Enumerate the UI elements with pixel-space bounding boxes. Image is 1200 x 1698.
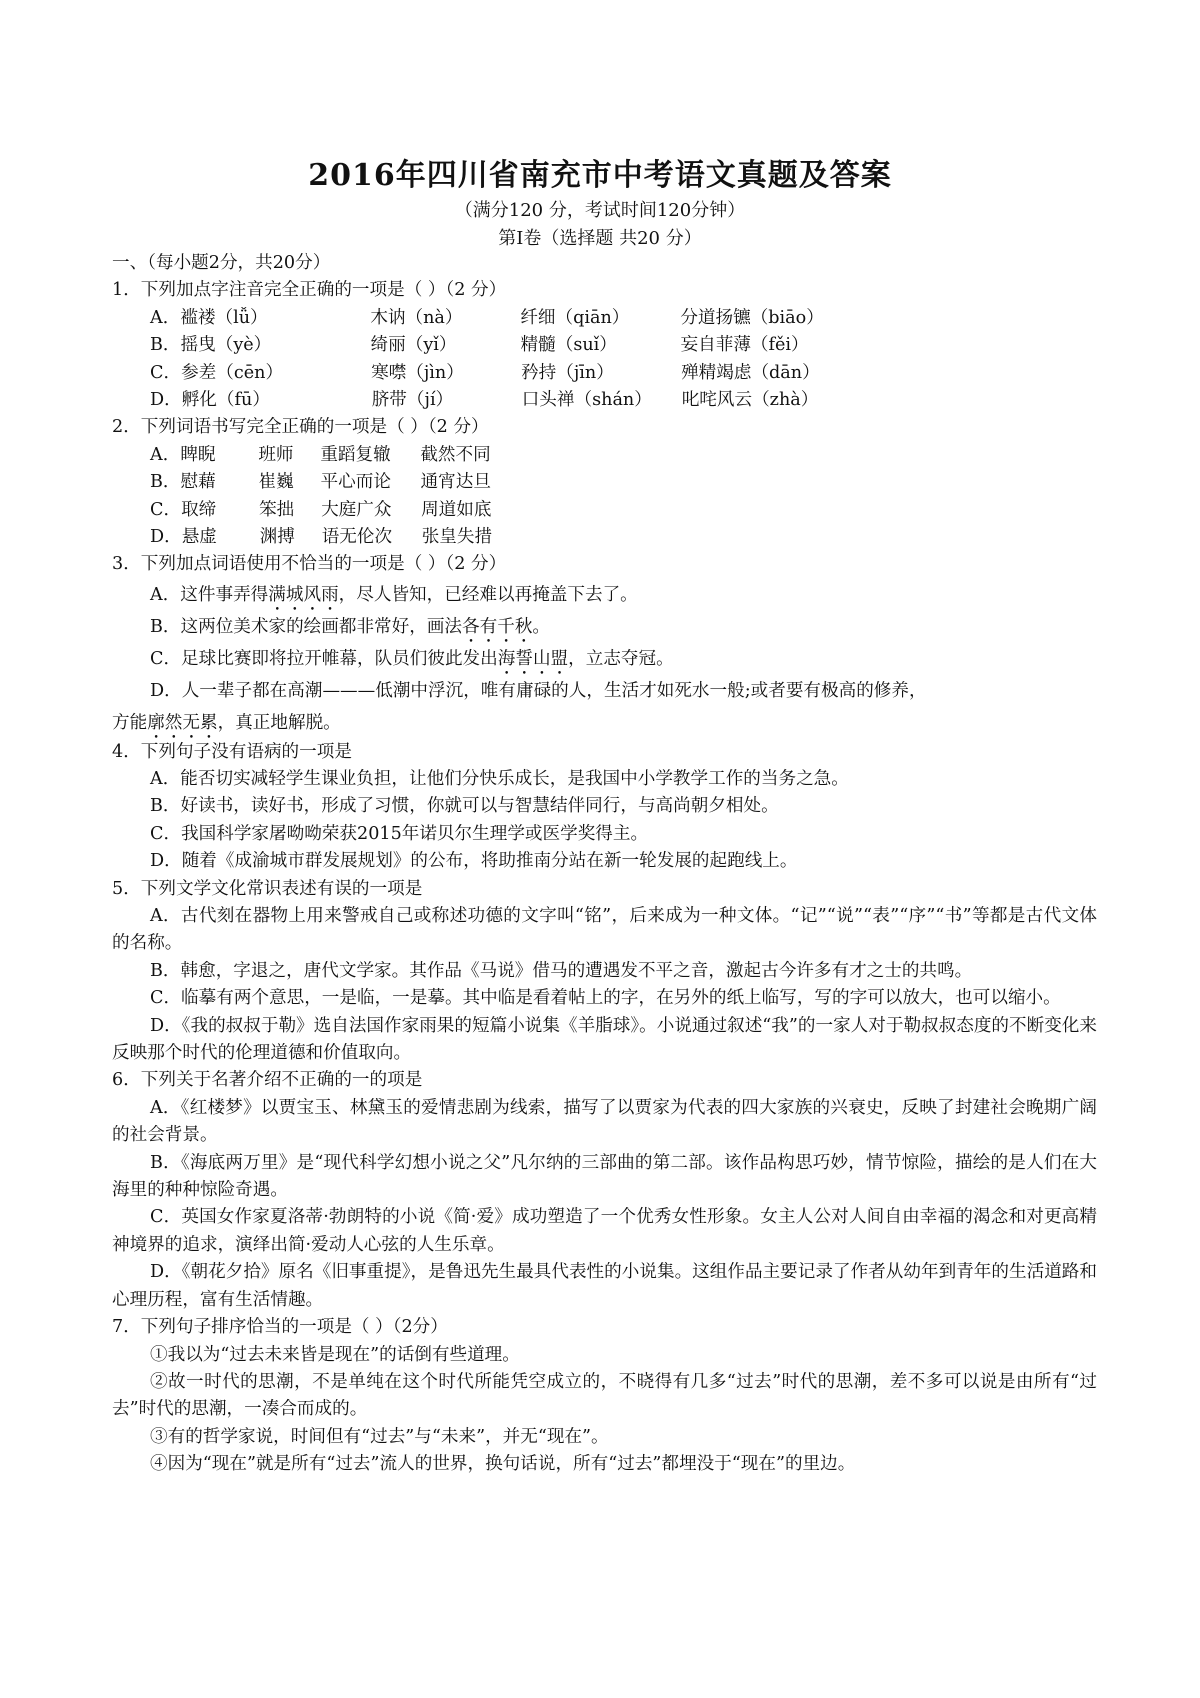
option-item: 精髓（suǐ）	[520, 335, 617, 356]
question-5-stem: 5．下列文学文化常识表述有误的一项是	[112, 878, 423, 899]
question-4-option-b: B．好读书，读好书，形成了习惯，你就可以与智慧结伴同行，与高尚朝夕相处。	[150, 796, 779, 817]
dotted-term: 各有千秋	[462, 616, 533, 637]
option-text: C．足球比赛即将拉开帷幕，队员们彼此发出	[150, 648, 498, 669]
exam-body	[112, 250, 1097, 1479]
option-item: 笨拙	[259, 499, 295, 520]
option-item: 睥睨	[180, 444, 216, 465]
option-item: 重蹈复辙	[320, 444, 391, 465]
volume-heading: 第Ⅰ卷（选择题 共20 分）	[498, 228, 702, 249]
question-1-option-d	[112, 387, 1097, 414]
option-item: 张皇失措	[421, 526, 493, 547]
option-item: 寒噤（jìn）	[371, 362, 464, 383]
option-item: 摇曳（yè）	[180, 335, 272, 356]
question-7-sentence-1: ①我以为“过去未来皆是现在”的话倒有些道理。	[150, 1344, 520, 1365]
option-item: 矜持（jīn）	[521, 362, 614, 383]
option-item: 语无伦次	[321, 526, 393, 547]
option-text: 。	[532, 616, 551, 637]
question-5-option-b: B．韩愈，字退之，唐代文学家。其作品《马说》借马的遭遇发不平之音，激起古今许多有才之士的共鸣。	[150, 960, 973, 981]
question-2-option-b	[112, 469, 1097, 496]
question-6-option-c: C．英国女作家夏洛蒂·勃朗特的小说《简·爱》成功塑造了一个优秀女性形象。女主人公对人间自由幸福的渴念和对更高精神境界的追求，演绎出简·爱动人心弦的人生乐章。	[112, 1207, 1097, 1255]
option-text: B．这两位美术家的绘画都非常好，画法	[150, 616, 463, 637]
option-item: 平心而论	[320, 472, 391, 493]
question-7-sentence-2: ②故一时代的思潮，不是单纯在这个时代所能凭空成立的，不晓得有几多“过去”时代的思潮，差不多可以说是由所有“过去”时代的思潮，一凑合而成的。	[112, 1371, 1097, 1420]
dotted-term: 满城风雨	[268, 584, 339, 605]
question-6-option-d: D．《朝花夕拾》原名《旧事重提》，是鲁迅先生最具代表性的小说集。这组作品主要记录了作者从幼年到青年的生活道路和心理历程，富有生活情趣。	[112, 1262, 1097, 1310]
question-1-stem: 1．下列加点字注音完全正确的一项是（ ）（2 分）	[112, 280, 507, 301]
option-item: 绮丽（yǐ）	[370, 335, 457, 356]
option-label: B．	[150, 472, 181, 493]
question-3-option-a	[112, 579, 1097, 611]
document-title: 2016年四川省南充市中考语文真题及答案	[308, 158, 892, 193]
question-3-option-b	[112, 611, 1097, 643]
option-label: D．	[150, 526, 182, 547]
option-item: 通宵达旦	[420, 472, 491, 493]
question-1-option-a	[112, 305, 1097, 332]
option-item: 脐带（jí）	[371, 389, 454, 410]
option-label: A．	[150, 444, 181, 465]
question-4-option-d: D．随着《成渝城市群发展规划》的公布，将助推南分站在新一轮发展的起跑线上。	[150, 851, 798, 872]
option-item: 妄自菲薄（fěi）	[680, 335, 809, 356]
option-label: A．	[150, 307, 181, 328]
question-6-stem: 6．下列关于名著介绍不正确的一的项是	[112, 1070, 423, 1091]
option-label: D．	[150, 389, 182, 410]
question-2-option-d	[112, 524, 1097, 551]
option-text: ，尽人皆知，已经难以再掩盖下去了。	[338, 584, 638, 605]
section-heading: 一、（每小题2分，共20分）	[112, 253, 331, 273]
question-3-option-d-line2	[112, 707, 1097, 739]
option-item: 班师	[258, 444, 294, 465]
option-item: 渊搏	[259, 526, 295, 547]
dotted-term: 廓然无累	[147, 712, 218, 733]
option-item: 分道扬镳（biāo）	[680, 307, 824, 328]
question-6-option-b: B．《海底两万里》是“现代科学幻想小说之父”凡尔纳的三部曲的第二部。该作品构思巧妙，情节惊险，描绘的是人们在大海里的种种惊险奇遇。	[112, 1152, 1097, 1201]
question-5-option-a: A．古代刻在器物上用来警戒自己或称述功德的文字叫“铭”，后来成为一种文体。“记”“说”“表”“序”“书”等都是古代文体的名称。	[112, 906, 1097, 954]
option-item: 孵化（fū）	[181, 389, 270, 410]
question-3-stem: 3．下列加点词语使用不恰当的一项是（ ）（2 分）	[112, 554, 507, 575]
question-1-option-c	[112, 360, 1097, 387]
question-4-option-c: C．我国科学家屠呦呦荣获2015年诺贝尔生理学或医学奖得主。	[150, 823, 649, 844]
option-label: C．	[150, 362, 182, 383]
option-item: 木讷（nà）	[370, 307, 463, 328]
option-item: 口头禅（shán）	[521, 389, 652, 410]
option-item: 纤细（qiān）	[520, 307, 630, 328]
question-6-option-a: A．《红楼梦》以贾宝玉、林黛玉的爱情悲剧为线索，描写了以贾家为代表的四大家族的兴衰史，反映了封建社会晚期广阔的社会背景。	[112, 1097, 1097, 1146]
option-item: 截然不同	[420, 444, 491, 465]
option-label: C．	[150, 499, 182, 520]
question-2-stem: 2．下列词语书写完全正确的一项是（ ）（2 分）	[112, 417, 489, 438]
option-text: A．这件事弄得	[150, 584, 269, 605]
option-item: 崔巍	[258, 472, 294, 493]
option-text: ，立志夺冠。	[568, 648, 674, 669]
option-text: 方能	[112, 712, 148, 733]
question-1-option-b	[112, 332, 1097, 359]
question-4-option-a: A．能否切实减轻学生课业负担，让他们分快乐成长，是我国中小学教学工作的当务之急。	[150, 769, 849, 790]
option-item: 悬虚	[181, 526, 217, 547]
question-7-stem: 7．下列句子排序恰当的一项是（ ）（2分）	[112, 1317, 448, 1338]
question-3-option-d-line1: D．人一辈子都在高潮———低潮中浮沉，唯有庸碌的人，生活才如死水一般;或者要有极高的修养，	[150, 680, 927, 701]
question-2-option-a	[112, 442, 1097, 469]
question-4-stem: 4．下列句子没有语病的一项是	[112, 741, 352, 762]
option-item: 大庭广众	[321, 499, 392, 520]
option-item: 周道如底	[421, 499, 492, 520]
question-3-option-c	[112, 643, 1097, 675]
option-label: B．	[150, 335, 181, 356]
option-item: 殚精竭虑（dān）	[681, 362, 820, 383]
question-2-option-c	[112, 497, 1097, 524]
option-item: 参差（cēn）	[181, 362, 284, 383]
question-5-option-c: C．临摹有两个意思，一是临，一是摹。其中临是看着帖上的字，在另外的纸上临写，写的字可以放大，也可以缩小。	[150, 988, 1061, 1009]
question-7-sentence-3: ③有的哲学家说，时间但有“过去”与“未来”，并无“现在”。	[150, 1426, 609, 1447]
question-5-option-d: D．《我的叔叔于勒》选自法国作家雨果的短篇小说集《羊脂球》。小说通过叙述“我”的一家人对于勒叔叔态度的不断变化来反映那个时代的伦理道德和价值取向。	[112, 1015, 1097, 1064]
option-item: 慰藉	[180, 472, 216, 493]
option-item: 褴褛（lǚ）	[180, 307, 268, 328]
option-text: ，真正地解脱。	[217, 712, 341, 733]
option-item: 取缔	[181, 499, 217, 520]
exam-info: （满分120 分，考试时间120分钟）	[454, 200, 746, 221]
dotted-term: 海誓山盟	[497, 648, 569, 669]
option-item: 叱咤风云（zhà）	[681, 389, 819, 410]
question-7-sentence-4: ④因为“现在”就是所有“过去”流人的世界，换句话说，所有“过去”都埋没于“现在”的里边。	[150, 1454, 856, 1475]
